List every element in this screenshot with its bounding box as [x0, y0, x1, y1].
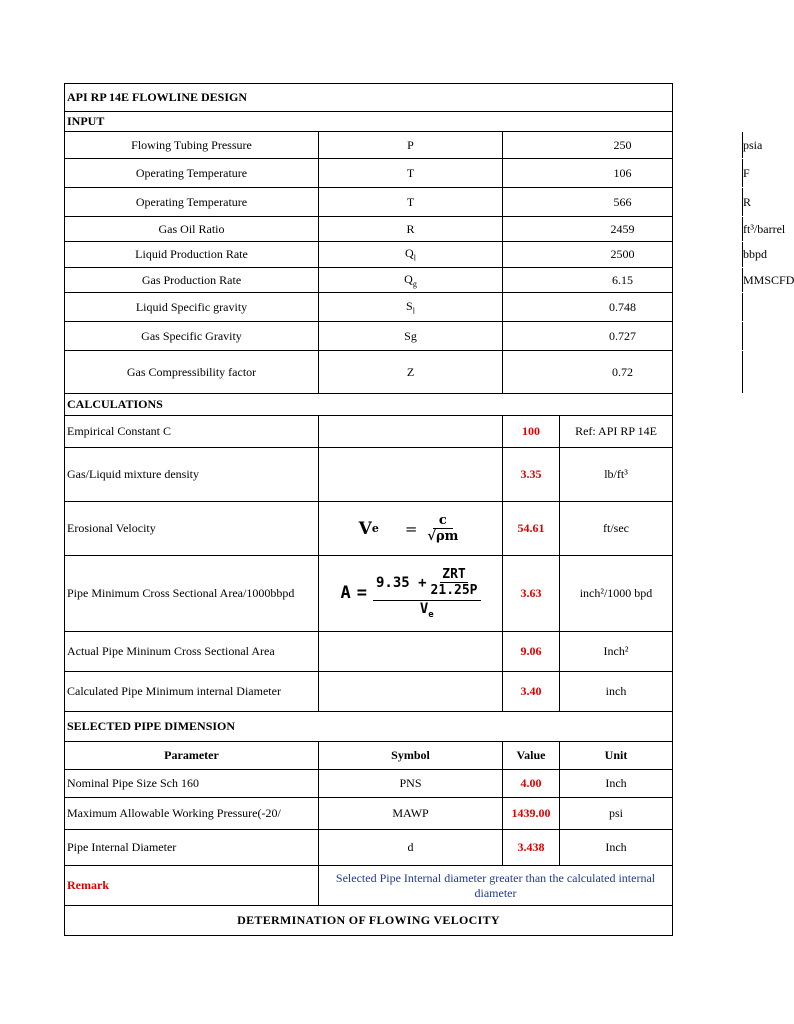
calc-unit: inch²/1000 bpd	[560, 556, 673, 632]
input-value: 106	[503, 159, 743, 187]
input-symbol: R	[319, 217, 503, 242]
remark-text: Selected Pipe Internal diameter greater than the calculated internal diameter	[319, 866, 673, 906]
input-unit: R	[743, 194, 752, 209]
input-value: 2500	[503, 242, 743, 267]
input-symbol	[319, 268, 503, 293]
input-symbol: T	[319, 188, 503, 217]
calc-unit: Inch²	[560, 632, 673, 672]
selected-row	[65, 798, 673, 830]
calc-formula-empty	[319, 632, 503, 672]
selected-value: 3.438	[503, 830, 560, 866]
cross-section-area-formula	[319, 556, 503, 632]
input-unit: ft³/barrel	[743, 221, 786, 236]
input-row	[65, 132, 673, 159]
calc-unit: lb/ft³	[560, 448, 673, 502]
input-value: 0.748	[503, 293, 743, 321]
input-unit: bbpd	[743, 247, 767, 261]
input-name: Gas Compressibility factor	[65, 351, 319, 394]
input-value: 2459	[503, 217, 743, 241]
input-symbol-sub: l	[413, 253, 416, 263]
calc-value: 100	[503, 416, 560, 448]
formula-ve-lhs: V	[358, 518, 372, 539]
erosional-velocity-formula	[319, 502, 503, 556]
selected-name: Pipe Internal Diameter	[65, 830, 319, 866]
input-row	[65, 159, 673, 188]
input-row	[65, 351, 673, 394]
input-unit: F	[743, 165, 750, 180]
calc-value: 9.06	[503, 632, 560, 672]
selected-header-row	[65, 742, 673, 770]
calc-name: Erosional Velocity	[65, 502, 319, 556]
input-name: Flowing Tubing Pressure	[65, 132, 319, 159]
input-symbol	[319, 242, 503, 268]
selected-row	[65, 770, 673, 798]
calc-name: Actual Pipe Mininum Cross Sectional Area	[65, 632, 319, 672]
calc-value: 3.63	[503, 556, 560, 632]
formula-ve-den: √ρm	[427, 529, 459, 544]
selected-heading: SELECTED PIPE DIMENSION	[65, 712, 673, 742]
calc-row	[65, 556, 673, 632]
calc-row	[65, 672, 673, 712]
calculations-heading: CALCULATIONS	[65, 394, 673, 416]
calc-name: Calculated Pipe Minimum internal Diameter	[65, 672, 319, 712]
input-value: 250	[503, 132, 743, 158]
calc-formula-empty	[319, 672, 503, 712]
formula-a-den-sub: e	[428, 609, 434, 620]
calc-formula-empty	[319, 448, 503, 502]
input-symbol-main: Q	[405, 246, 414, 261]
selected-value: 1439.00	[503, 798, 560, 830]
calc-value: 3.40	[503, 672, 560, 712]
calc-row	[65, 502, 673, 556]
input-row	[65, 293, 673, 322]
input-heading: INPUT	[65, 112, 673, 132]
sheet-title: API RP 14E FLOWLINE DESIGN	[65, 84, 673, 112]
input-symbol-sub: l	[412, 306, 415, 316]
formula-a-lhs: A	[340, 583, 351, 604]
input-value: 0.727	[503, 322, 743, 350]
calc-value: 54.61	[503, 502, 560, 556]
input-symbol-sub: g	[412, 279, 417, 289]
input-name: Gas Specific Gravity	[65, 322, 319, 351]
calc-name: Empirical Constant C	[65, 416, 319, 448]
input-name: Liquid Specific gravity	[65, 293, 319, 322]
flowline-design-sheet	[64, 83, 794, 936]
formula-ve-lhs-sub: e	[371, 522, 379, 535]
column-header: Symbol	[319, 742, 503, 770]
input-symbol: Sg	[319, 322, 503, 351]
input-row	[65, 242, 673, 268]
calc-value: 3.35	[503, 448, 560, 502]
calc-formula-empty	[319, 416, 503, 448]
remark-label: Remark	[65, 866, 319, 906]
calc-row	[65, 632, 673, 672]
formula-ve-num: c	[433, 513, 453, 529]
selected-unit: Inch	[560, 770, 673, 798]
input-unit: MMSCFD	[743, 272, 794, 287]
input-value: 6.15	[503, 268, 743, 292]
selected-row	[65, 830, 673, 866]
formula-a-num-b-bot: 21.25P	[430, 583, 478, 599]
input-row	[65, 322, 673, 351]
selected-name: Nominal Pipe Size Sch 160	[65, 770, 319, 798]
input-name: Gas Production Rate	[65, 268, 319, 293]
selected-value: 4.00	[503, 770, 560, 798]
calc-unit: inch	[560, 672, 673, 712]
calc-row	[65, 416, 673, 448]
input-name: Operating Temperature	[65, 159, 319, 188]
input-symbol: Z	[319, 351, 503, 394]
input-name: Liquid Production Rate	[65, 242, 319, 268]
input-symbol	[319, 293, 503, 322]
selected-symbol: PNS	[319, 770, 503, 798]
formula-a-num-b-top: ZRT	[442, 567, 466, 583]
calc-name: Gas/Liquid mixture density	[65, 448, 319, 502]
formula-a-num-a: 9.35 +	[375, 574, 427, 591]
remark-row	[65, 866, 673, 906]
input-symbol-main: S	[406, 298, 413, 313]
input-value: 566	[503, 188, 743, 216]
selected-unit: psi	[560, 798, 673, 830]
input-symbol: T	[319, 159, 503, 188]
selected-unit: Inch	[560, 830, 673, 866]
selected-name: Maximum Allowable Working Pressure(-20/	[65, 798, 319, 830]
calc-row	[65, 448, 673, 502]
selected-symbol: MAWP	[319, 798, 503, 830]
input-unit: psia	[743, 137, 763, 152]
formula-a-eq: =	[356, 583, 367, 604]
input-row	[65, 188, 673, 217]
input-row	[65, 268, 673, 293]
input-row	[65, 217, 673, 242]
input-name: Gas Oil Ratio	[65, 217, 319, 242]
calc-unit: ft/sec	[560, 502, 673, 556]
input-name: Operating Temperature	[65, 188, 319, 217]
calc-name: Pipe Minimum Cross Sectional Area/1000bbpd	[65, 556, 319, 632]
flowing-velocity-heading: DETERMINATION OF FLOWING VELOCITY	[65, 906, 673, 936]
column-header: Unit	[560, 742, 673, 770]
input-value: 0.72	[503, 351, 743, 393]
formula-a-den: V	[419, 601, 429, 618]
selected-symbol: d	[319, 830, 503, 866]
calc-unit: Ref: API RP 14E	[560, 416, 673, 448]
formula-ve-eq: =	[404, 519, 418, 538]
column-header: Value	[503, 742, 560, 770]
input-symbol-main: Q	[404, 271, 413, 286]
column-header: Parameter	[65, 742, 319, 770]
input-symbol: P	[319, 132, 503, 159]
